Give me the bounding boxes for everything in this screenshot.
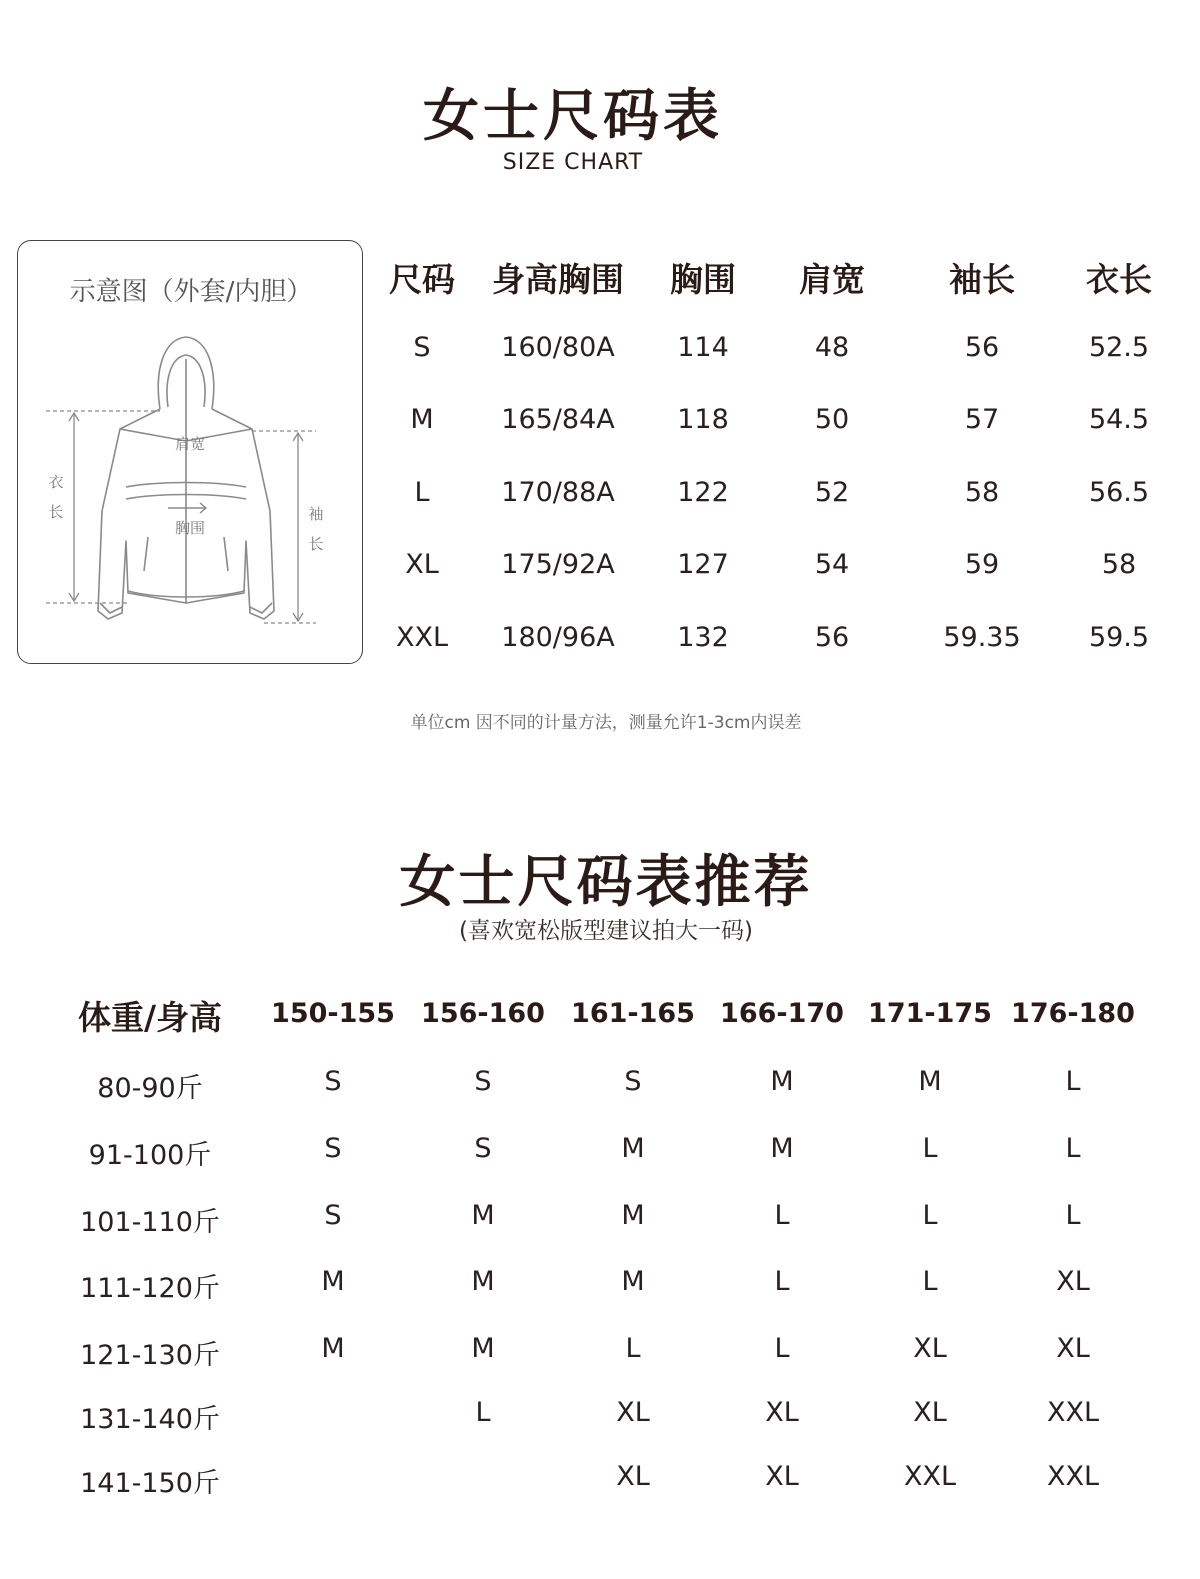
recommend-size-cell: M bbox=[621, 1200, 645, 1231]
size-table-cell: 127 bbox=[677, 549, 729, 580]
recommend-size-cell: L bbox=[922, 1133, 938, 1164]
recommend-corner-header: 体重/身高 bbox=[77, 998, 223, 1037]
recommend-size-cell: L bbox=[922, 1266, 938, 1297]
recommend-height-header: 176-180 bbox=[1011, 998, 1135, 1029]
recommend-height-header: 156-160 bbox=[421, 998, 545, 1029]
diagram-caption: 示意图（外套/内胆） bbox=[69, 277, 313, 307]
size-table-cell: 165/84A bbox=[501, 404, 615, 435]
length-label-top: 衣 bbox=[48, 473, 64, 491]
chest-label: 胸围 bbox=[174, 519, 206, 537]
size-table-size-label: XXL bbox=[395, 622, 449, 653]
recommend-size-cell: L bbox=[475, 1397, 491, 1428]
size-table-cell: 59 bbox=[964, 549, 1000, 580]
recommend-height-header: 150-155 bbox=[271, 998, 395, 1029]
recommend-size-cell: M bbox=[471, 1333, 495, 1364]
size-table-cell: 160/80A bbox=[501, 332, 615, 363]
recommend-title: 女士尺码表推荐 bbox=[399, 850, 813, 915]
recommend-height-header: 161-165 bbox=[571, 998, 695, 1029]
size-table-header: 衣长 bbox=[1086, 260, 1152, 299]
size-table-cell: 58 bbox=[964, 477, 1000, 508]
recommend-size-cell: XL bbox=[765, 1461, 799, 1492]
recommend-size-cell: S bbox=[624, 1066, 642, 1097]
recommend-size-cell: L bbox=[1065, 1066, 1081, 1097]
size-table-cell: 50 bbox=[814, 404, 850, 435]
recommend-size-cell: XXL bbox=[1046, 1397, 1100, 1428]
recommend-height-header: 166-170 bbox=[720, 998, 844, 1029]
size-table-size-label: L bbox=[414, 477, 430, 508]
recommend-size-cell: S bbox=[474, 1066, 492, 1097]
measurement-note: 单位cm 因不同的计量方法，测量允许1-3cm内误差 bbox=[410, 713, 802, 733]
recommend-size-cell: L bbox=[1065, 1200, 1081, 1231]
recommend-weight-label: 101-110斤 bbox=[80, 1207, 220, 1238]
size-table-cell: 122 bbox=[677, 477, 729, 508]
size-table-cell: 54.5 bbox=[1088, 404, 1150, 435]
size-table-header: 袖长 bbox=[949, 260, 1015, 299]
size-table-cell: 52 bbox=[814, 477, 850, 508]
recommend-size-cell: XL bbox=[913, 1397, 947, 1428]
size-table-cell: 48 bbox=[814, 332, 850, 363]
recommend-size-cell: XL bbox=[1056, 1333, 1090, 1364]
size-table-header: 肩宽 bbox=[799, 260, 865, 299]
recommend-size-cell: S bbox=[474, 1133, 492, 1164]
size-table-size-label: M bbox=[410, 404, 434, 435]
size-table-size-label: S bbox=[413, 332, 431, 363]
recommend-size-cell: M bbox=[321, 1266, 345, 1297]
sleeve-label-bottom: 长 bbox=[308, 535, 324, 553]
recommend-size-cell: XXL bbox=[1046, 1461, 1100, 1492]
size-table-cell: 59.5 bbox=[1088, 622, 1150, 653]
size-table-cell: 54 bbox=[814, 549, 850, 580]
recommend-size-cell: L bbox=[774, 1266, 790, 1297]
page-subtitle: SIZE CHART bbox=[502, 150, 644, 175]
size-table-header: 胸围 bbox=[670, 260, 736, 299]
size-table-cell: 132 bbox=[677, 622, 729, 653]
recommend-size-cell: M bbox=[621, 1133, 645, 1164]
recommend-size-cell: S bbox=[324, 1066, 342, 1097]
recommend-size-cell: M bbox=[918, 1066, 942, 1097]
shoulder-label: 肩宽 bbox=[174, 435, 206, 453]
size-table-cell: 175/92A bbox=[501, 549, 615, 580]
recommend-size-cell: XL bbox=[616, 1397, 650, 1428]
size-table-cell: 56 bbox=[814, 622, 850, 653]
size-table-cell: 114 bbox=[677, 332, 729, 363]
size-table-header: 尺码 bbox=[389, 260, 455, 299]
recommend-size-cell: XL bbox=[765, 1397, 799, 1428]
recommend-weight-label: 121-130斤 bbox=[80, 1340, 220, 1371]
recommend-size-cell: S bbox=[324, 1200, 342, 1231]
recommend-size-cell: M bbox=[770, 1066, 794, 1097]
recommend-weight-label: 80-90斤 bbox=[97, 1073, 203, 1104]
size-table-cell: 180/96A bbox=[501, 622, 615, 653]
length-label-bottom: 长 bbox=[48, 503, 64, 521]
recommend-size-cell: S bbox=[324, 1133, 342, 1164]
recommend-size-cell: L bbox=[922, 1200, 938, 1231]
size-table-size-label: XL bbox=[405, 549, 439, 580]
size-table-cell: 52.5 bbox=[1088, 332, 1150, 363]
recommend-size-cell: M bbox=[471, 1200, 495, 1231]
size-table-cell: 56 bbox=[964, 332, 1000, 363]
recommend-size-cell: L bbox=[1065, 1133, 1081, 1164]
size-table-cell: 170/88A bbox=[501, 477, 615, 508]
size-table-cell: 58 bbox=[1101, 549, 1137, 580]
size-table-cell: 57 bbox=[964, 404, 1000, 435]
recommend-weight-label: 91-100斤 bbox=[88, 1140, 212, 1171]
recommend-size-cell: XXL bbox=[903, 1461, 957, 1492]
recommend-size-cell: M bbox=[621, 1266, 645, 1297]
size-table-cell: 56.5 bbox=[1088, 477, 1150, 508]
recommend-size-cell: XL bbox=[913, 1333, 947, 1364]
recommend-size-cell: M bbox=[471, 1266, 495, 1297]
recommend-size-cell: L bbox=[774, 1200, 790, 1231]
recommend-size-cell: L bbox=[774, 1333, 790, 1364]
size-table-cell: 59.35 bbox=[943, 622, 1021, 653]
recommend-weight-label: 141-150斤 bbox=[80, 1468, 220, 1499]
sleeve-label-top: 袖 bbox=[308, 505, 324, 523]
page-title: 女士尺码表 bbox=[423, 84, 723, 149]
recommend-size-cell: XL bbox=[1056, 1266, 1090, 1297]
size-table-cell: 118 bbox=[677, 404, 729, 435]
recommend-size-cell: M bbox=[770, 1133, 794, 1164]
recommend-weight-label: 131-140斤 bbox=[80, 1404, 220, 1435]
recommend-subtitle: (喜欢宽松版型建议拍大一码) bbox=[459, 918, 753, 944]
recommend-height-header: 171-175 bbox=[868, 998, 992, 1029]
recommend-weight-label: 111-120斤 bbox=[80, 1273, 220, 1304]
recommend-size-cell: M bbox=[321, 1333, 345, 1364]
recommend-size-cell: XL bbox=[616, 1461, 650, 1492]
recommend-size-cell: L bbox=[625, 1333, 641, 1364]
size-table-header: 身高胸围 bbox=[492, 260, 624, 299]
